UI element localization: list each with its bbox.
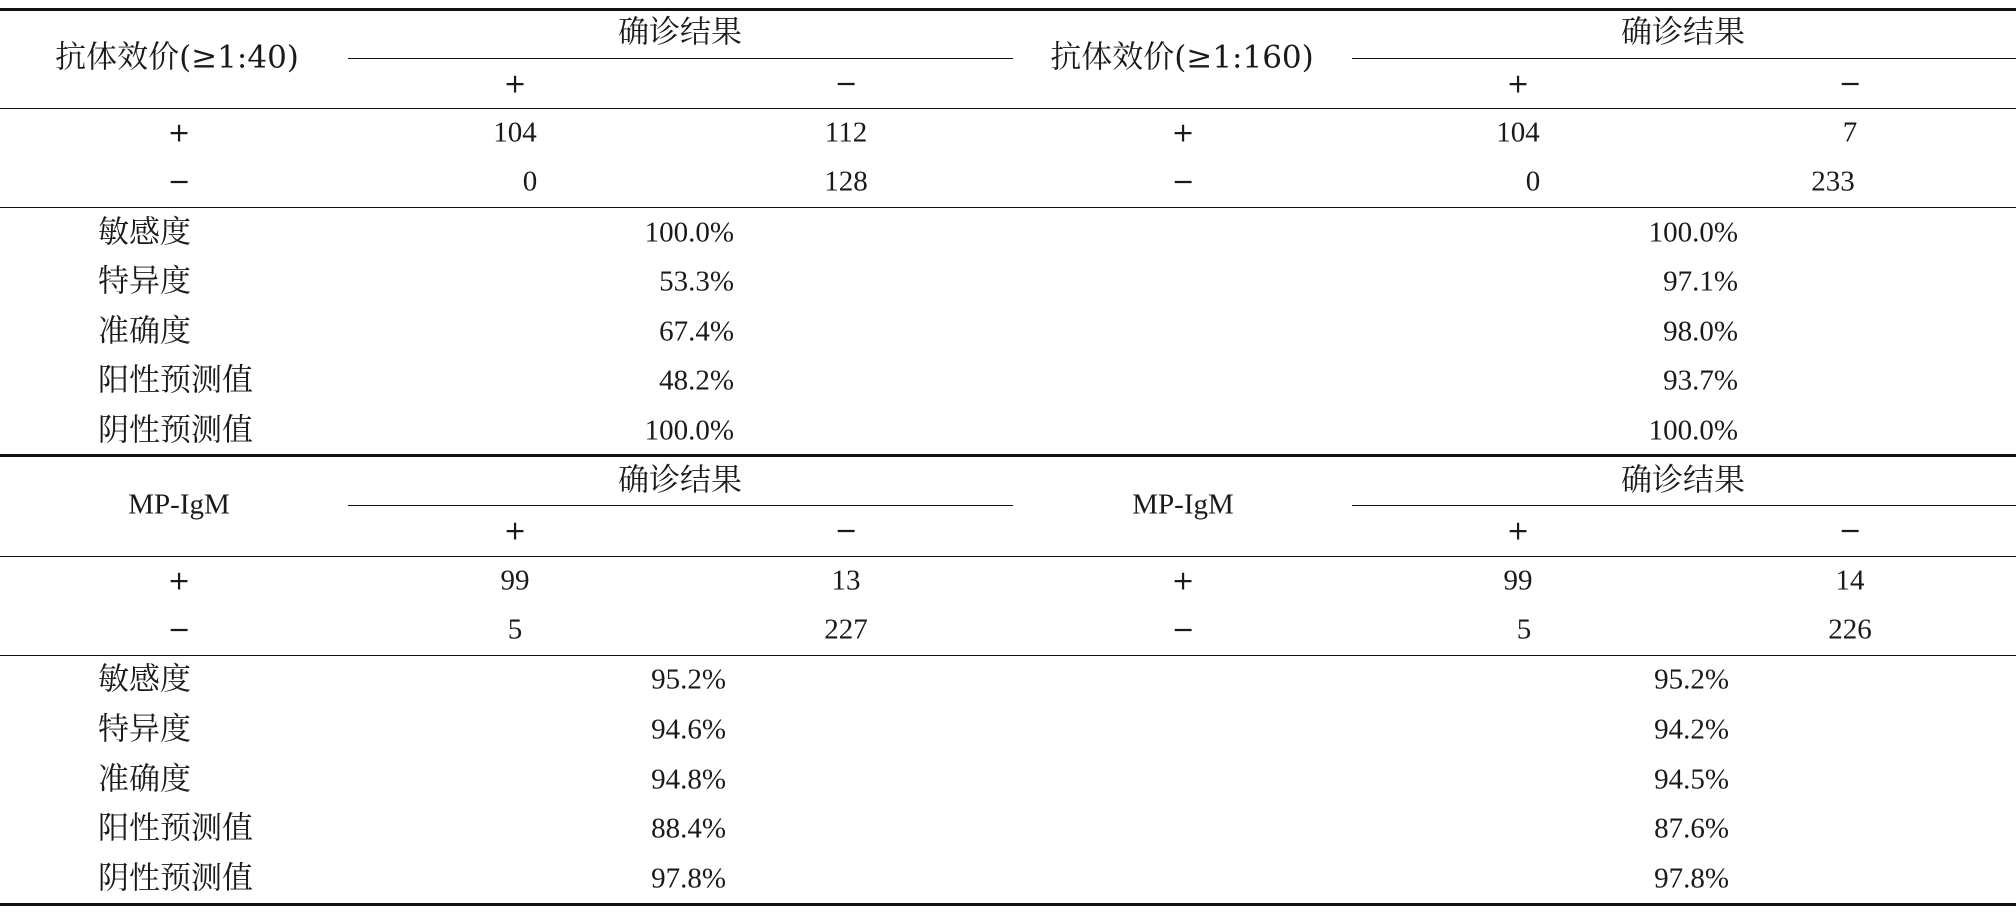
group-rule-right-2 <box>1352 505 2016 506</box>
table-bottom-rule <box>0 903 2016 906</box>
metric-label: 敏感度 <box>98 661 191 698</box>
count-row-label: − <box>1171 166 1195 198</box>
metric-value-right: 94.2% <box>1654 713 1729 746</box>
count-row-label: − <box>167 166 191 198</box>
left-row-header: MP-IgM <box>128 488 230 521</box>
metric-label: 敏感度 <box>98 214 191 251</box>
right-row-header: 抗体效价(≥1:160) <box>1050 39 1314 76</box>
metric-label: 特异度 <box>98 263 191 300</box>
metric-value-right: 87.6% <box>1654 812 1729 845</box>
right-col-positive: + <box>1506 515 1530 547</box>
metric-value-right: 94.5% <box>1654 763 1729 796</box>
count-row-label: + <box>1171 565 1195 597</box>
metric-label: 特异度 <box>98 711 191 748</box>
metric-label: 准确度 <box>98 313 191 350</box>
metric-value-left: 67.4% <box>659 315 734 348</box>
metric-value-right: 97.8% <box>1654 862 1729 895</box>
metric-value-right: 100.0% <box>1648 216 1738 249</box>
metric-value-left: 100.0% <box>644 216 734 249</box>
count-cell: 7 <box>1842 116 1858 149</box>
count-cell: 99 <box>500 564 530 597</box>
count-cell: 5 <box>507 613 523 646</box>
metric-label: 阴性预测值 <box>98 860 253 897</box>
counts-rule-2 <box>0 655 2016 656</box>
count-row-label: + <box>167 565 191 597</box>
left-group-header: 确诊结果 <box>618 14 742 51</box>
count-cell: 128 <box>824 165 868 198</box>
right-col-positive: + <box>1506 68 1530 100</box>
count-row-label: − <box>1171 614 1195 646</box>
right-group-header: 确诊结果 <box>1621 14 1745 51</box>
left-col-negative: − <box>834 515 858 547</box>
count-cell: 14 <box>1835 564 1865 597</box>
right-row-header: MP-IgM <box>1132 488 1234 521</box>
metric-value-left: 48.2% <box>659 364 734 397</box>
count-cell: 104 <box>493 116 537 149</box>
metric-value-right: 97.1% <box>1663 265 1738 298</box>
count-cell: 0 <box>522 165 538 198</box>
count-cell: 13 <box>831 564 861 597</box>
left-col-negative: − <box>834 68 858 100</box>
metric-label: 准确度 <box>98 761 191 798</box>
group-rule-left-2 <box>348 505 1013 506</box>
count-row-label: + <box>1171 117 1195 149</box>
right-group-header: 确诊结果 <box>1621 462 1745 499</box>
left-col-positive: + <box>503 515 527 547</box>
metric-label: 阴性预测值 <box>98 412 253 449</box>
count-cell: 99 <box>1503 564 1533 597</box>
metric-value-left: 95.2% <box>651 663 726 696</box>
count-row-label: + <box>167 117 191 149</box>
metric-value-right: 100.0% <box>1648 414 1738 447</box>
count-cell: 227 <box>824 613 868 646</box>
group-rule-right-1 <box>1352 58 2016 59</box>
table-top-rule <box>0 8 2016 11</box>
metric-value-left: 94.6% <box>651 713 726 746</box>
metric-value-left: 88.4% <box>651 812 726 845</box>
left-row-header: 抗体效价(≥1:40) <box>55 39 299 76</box>
left-col-positive: + <box>503 68 527 100</box>
metric-value-right: 98.0% <box>1663 315 1738 348</box>
header-rule-1 <box>0 108 2016 109</box>
count-cell: 0 <box>1525 165 1541 198</box>
metric-value-left: 94.8% <box>651 763 726 796</box>
metric-label: 阳性预测值 <box>98 810 253 847</box>
metric-value-left: 97.8% <box>651 862 726 895</box>
counts-rule-1 <box>0 207 2016 208</box>
metric-value-right: 95.2% <box>1654 663 1729 696</box>
metric-value-right: 93.7% <box>1663 364 1738 397</box>
metric-value-left: 100.0% <box>644 414 734 447</box>
count-row-label: − <box>167 614 191 646</box>
count-cell: 233 <box>1811 165 1855 198</box>
right-col-negative: − <box>1838 515 1862 547</box>
header-rule-2 <box>0 556 2016 557</box>
metric-label: 阳性预测值 <box>98 362 253 399</box>
metric-value-left: 53.3% <box>659 265 734 298</box>
right-col-negative: − <box>1838 68 1862 100</box>
count-cell: 226 <box>1828 613 1872 646</box>
group-rule-left-1 <box>348 58 1013 59</box>
count-cell: 104 <box>1496 116 1540 149</box>
panel-divider-rule <box>0 454 2016 457</box>
count-cell: 5 <box>1516 613 1532 646</box>
left-group-header: 确诊结果 <box>618 462 742 499</box>
count-cell: 112 <box>824 116 868 149</box>
